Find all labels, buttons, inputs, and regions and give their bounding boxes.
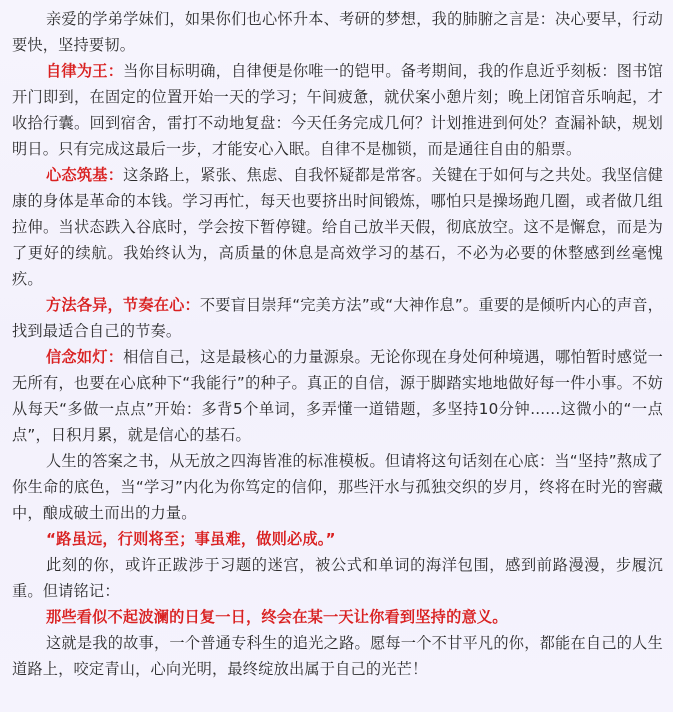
paragraph-method: [12, 292, 663, 344]
paragraph-quote-2: [12, 604, 663, 630]
paragraph-belief: [12, 344, 663, 448]
paragraph-text: 相信自己，这是最核心的力量源泉。无论你现在身处何种境遇，哪怕暂时感觉一无所有，也要在心底种下“我能行”的种子。真正的自信，源于脚踏实地地做好每一件小事。不妨从每天“多做一点点”开始：多背5个单词，多弄懂一道错题，多坚持10分钟......这微小的“一点点”，日积月累，就是信心的基石。: [12, 348, 664, 444]
paragraph-quote-1: [12, 526, 663, 552]
paragraph-lead-heading: 自律为王：: [46, 62, 124, 80]
paragraph-mindset: [12, 162, 663, 292]
paragraph-text: 人生的答案之书，从无放之四海皆准的标准模板。但请将这句话刻在心底：当“坚持”熬成了你生命的底色，当“学习”内化为你笃定的信仰，那些汗水与孤独交织的岁月，终将在时光的窖藏中，酿成破土而出的力量。: [12, 452, 663, 522]
paragraph-intro: [12, 6, 663, 58]
paragraph-closing: [12, 630, 663, 682]
paragraph-answer-book: [12, 448, 663, 526]
paragraph-maze: [12, 552, 663, 604]
paragraph-self-discipline: [12, 58, 663, 162]
highlight-quote: “路虽远，行则将至；事虽难，做则必成。”: [46, 530, 336, 548]
paragraph-text: 当你目标明确，自律便是你唯一的铠甲。备考期间，我的作息近乎刻板：图书馆开门即到，在固定的位置开始一天的学习；午间疲惫，就伏案小憩片刻；晚上闭馆音乐响起，才收拾行囊。回到宿舍，雷打不动地复盘：今天任务完成几何？计划推进到何处？查漏补缺，规划明日。只有完成这最后一步，才能安心入眠。自律不是枷锁，而是通往自由的船票。: [12, 62, 664, 158]
paragraph-text: 亲爱的学弟学妹们，如果你们也心怀升本、考研的梦想，我的肺腑之言是：决心要早，行动要快，坚持要韧。: [12, 10, 663, 54]
paragraph-text: 此刻的你，或许正跋涉于习题的迷宫，被公式和单词的海洋包围，感到前路漫漫，步履沉重。但请铭记：: [12, 556, 663, 600]
paragraph-text: 这条路上，紧张、焦虑、自我怀疑都是常客。关键在于如何与之共处。我坚信健康的身体是革命的本钱。学习再忙，每天也要挤出时间锻炼，哪怕只是操场跑几圈，或者做几组拉伸。当状态跌入谷底时，学会按下暂停键。给自己放半天假，彻底放空。这不是懈怠，而是为了更好的续航。我始终认为，高质量的休息是高效学习的基石，不必为必要的休整感到丝毫愧疚。: [12, 166, 664, 288]
paragraph-text: 不要盲目崇拜“完美方法”或“大神作息”。重要的是倾听内心的声音，找到最适合自己的节奏。: [12, 296, 663, 340]
paragraph-lead-heading: 心态筑基：: [46, 166, 124, 184]
highlight-quote: 那些看似不起波澜的日复一日，终会在某一天让你看到坚持的意义。: [46, 608, 508, 626]
paragraph-lead-heading: 信念如灯：: [46, 348, 124, 366]
paragraph-text: 这就是我的故事，一个普通专科生的追光之路。愿每一个不甘平凡的你，都能在自己的人生道路上，咬定青山，心向光明，最终绽放出属于自己的光芒！: [12, 634, 663, 678]
paragraph-lead-heading: 方法各异，节奏在心：: [46, 296, 200, 314]
